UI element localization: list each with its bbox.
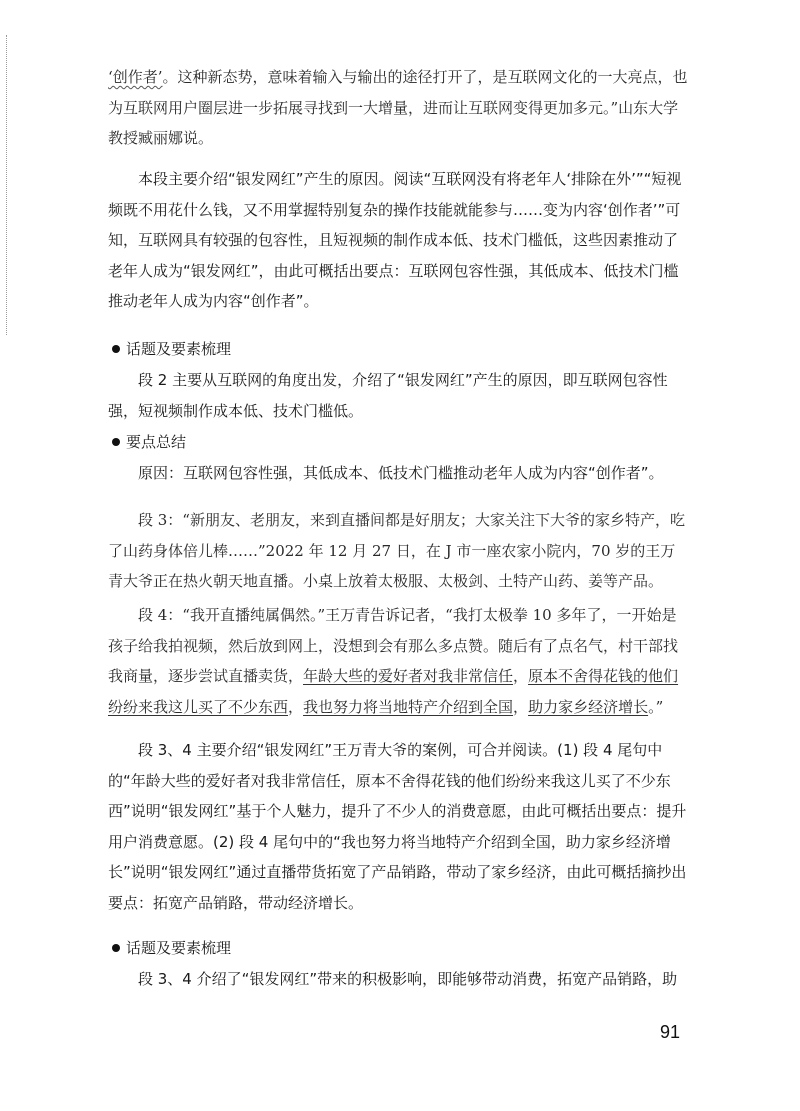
analysis-paragraph-3: 段 3、4 主要介绍“银发网红”王万青大爷的案例，可合并阅读。(1) 段 4 尾句中的“年龄大些的爱好者对我非常信任，原本不舍得花钱的他们纷纷来我这儿买了不少东西”说明“银发网红”基于个人魅力，提升了不少人的消费意愿，由此可概括出要点：提升用户消费意愿。(2) 段 4 尾句中的“我也努力将当地特产介绍到全国，助力家乡经济增长”说明“银发网红”通过直播带货拓宽了产品销路，带动了家乡经济，由此可概括摘抄出要点：拓宽产品销路，带动经济增长。 bbox=[108, 741, 687, 912]
paragraph-quote-end bbox=[108, 62, 688, 154]
underlined-phrase: 年龄大些的爱好者对我非常信任 bbox=[303, 667, 514, 685]
page-number: 91 bbox=[660, 1022, 681, 1042]
analysis-paragraph-1: 本段主要介绍“银发网红”产生的原因。阅读“互联网没有将老年人‘排除在外’”“短视频既不用花什么钱，又不用掌握特别复杂的操作技能就能参与……变为内容‘创作者’”可知，互联网具有较强的包容性，且短视频的制作成本低、技术门槛低，这些因素推动了老年人成为“银发网红”，由此可概括出要点：互联网包容性强，其低成本、低技术门槛推动老年人成为内容“创作者”。 bbox=[108, 170, 682, 310]
analysis-paragraph-4: 段 3、4 介绍了“银发网红”带来的积极影响，即能够带动消费，拓宽产品销路，助 bbox=[138, 970, 678, 988]
underlined-phrase: 我也努力将当地特产介绍到全国 bbox=[303, 697, 514, 716]
source-paragraph-3: 段 3：“新朋友、老朋友，来到直播间都是好朋友；大家关注下大爷的家乡特产，吃了山药身体倍儿棒……”2022 年 12 月 27 日，在 J 市一座农家小院内，70 岁的王万青大爷正在热火朝天地直播。小桌上放着太极服、太极剑、土特产山药、姜等产品。 bbox=[108, 511, 685, 590]
section-heading-topic-2 bbox=[112, 933, 231, 963]
heading-label: 话题及要素梳理 bbox=[126, 340, 232, 358]
source-paragraph-4 bbox=[108, 600, 688, 722]
paragraph-text: 段 4：“我开直播纯属偶然。”王万青告诉记者，“我打太极拳 10 多年了，一开始是孩子给我拍视频，然后放到网上，没想到会有那么多点赞。随后有了点名气，村干部找我商量，逐步尝试直播卖货， bbox=[108, 606, 679, 685]
wavy-underlined-term: ‘创作者’ bbox=[108, 68, 163, 86]
binding-margin-marks bbox=[6, 35, 11, 335]
bullet-dot-icon bbox=[112, 438, 120, 446]
section-heading-summary bbox=[112, 427, 186, 457]
analysis-paragraph-2: 段 2 主要从互联网的角度出发，介绍了“银发网红”产生的原因，即互联网包容性强，短视频制作成本低、技术门槛低。 bbox=[108, 371, 668, 420]
heading-label: 话题及要素梳理 bbox=[126, 939, 232, 957]
paragraph-text: 。这种新态势，意味着输入与输出的途径打开了，是互联网文化的一大亮点，也为互联网用户圈层进一步拓展寻找到一大增量，进而让互联网变得更加多元。”山东大学教授臧丽娜说。 bbox=[108, 68, 688, 147]
bullet-dot-icon bbox=[112, 944, 120, 952]
bullet-dot-icon bbox=[112, 345, 120, 353]
heading-label: 要点总结 bbox=[126, 433, 187, 451]
punctuation: ， bbox=[513, 697, 529, 716]
section-heading-topic bbox=[112, 334, 231, 364]
punctuation: ， bbox=[288, 697, 304, 716]
underlined-phrase: 原本不舍得花钱的他们纷纷来我这儿买了不少东西 bbox=[108, 667, 679, 716]
punctuation: 。” bbox=[648, 697, 664, 716]
summary-paragraph: 原因：互联网包容性强，其低成本、低技术门槛推动老年人成为内容“创作者”。 bbox=[138, 464, 664, 482]
punctuation: ， bbox=[513, 667, 529, 685]
underlined-phrase: 助力家乡经济增长 bbox=[528, 697, 649, 716]
